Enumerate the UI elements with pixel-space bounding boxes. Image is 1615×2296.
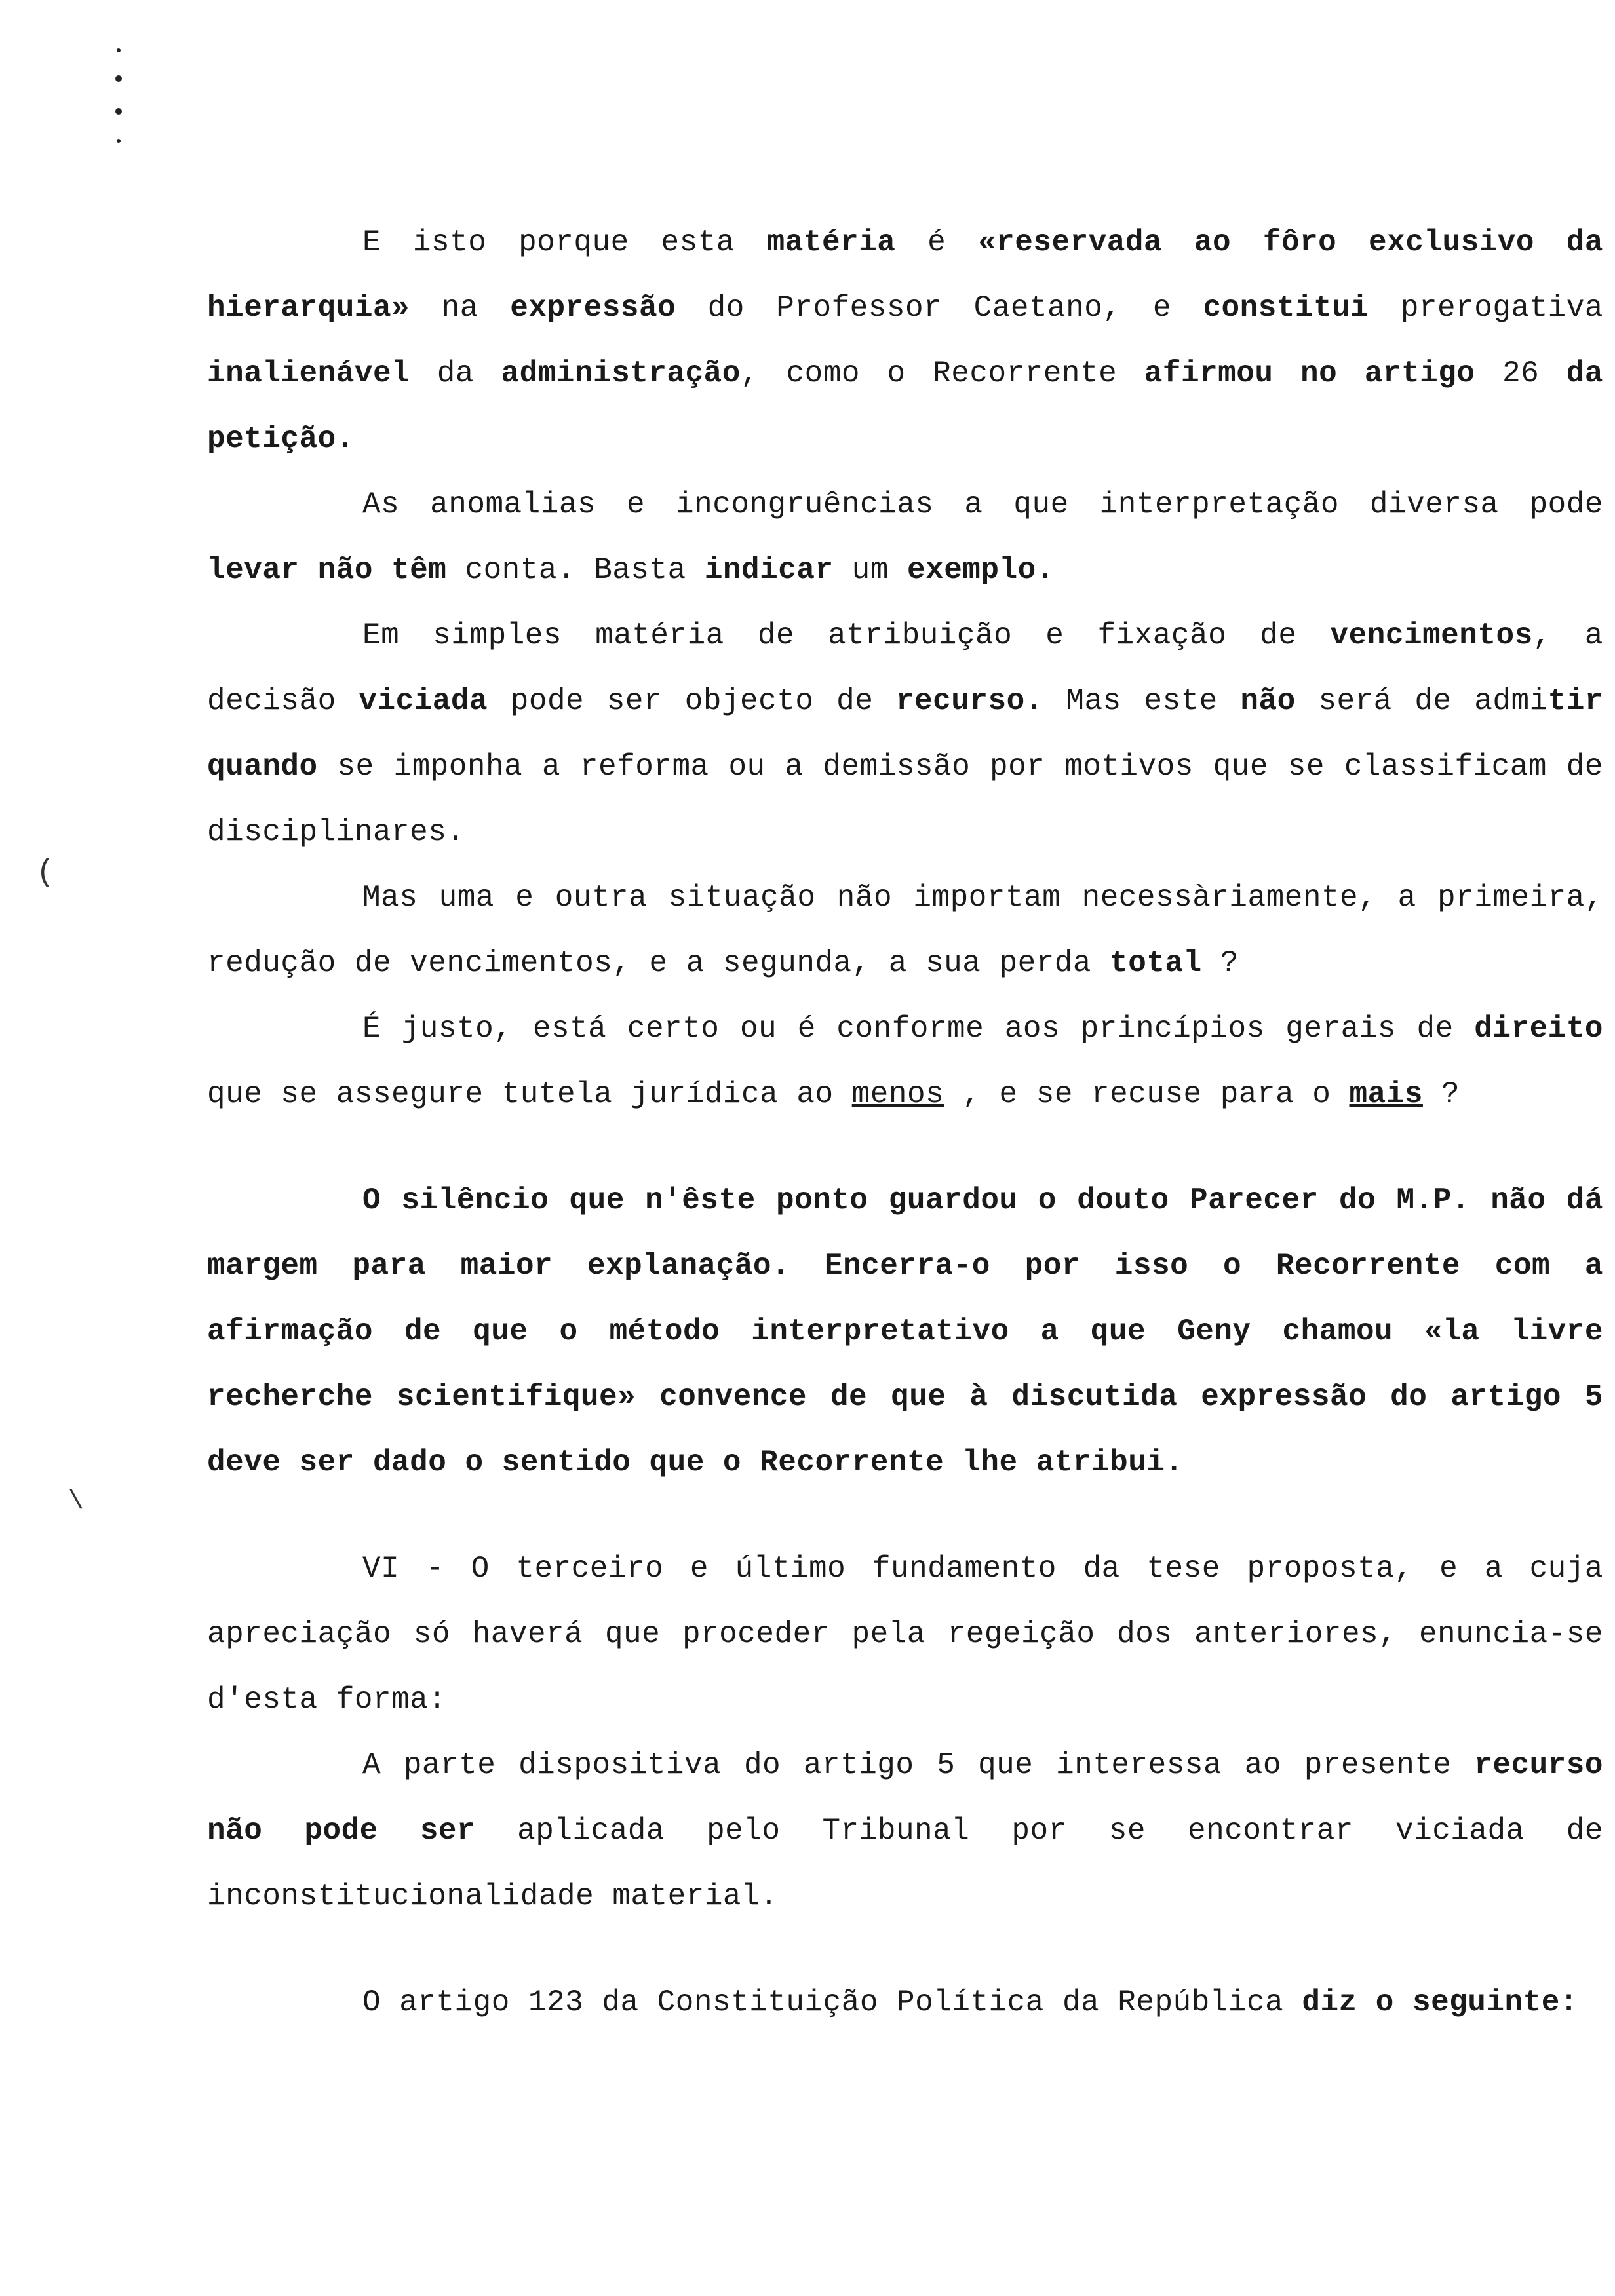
paragraph <box>207 996 1603 1127</box>
paragraph <box>207 1168 1603 1495</box>
text-segment: tir quando <box>207 684 1603 784</box>
text-segment: prerogativa <box>1369 291 1603 325</box>
text-segment: direito <box>1474 1012 1603 1046</box>
hole-mark <box>115 75 122 82</box>
text-segment: É justo, está certo ou é conforme aos princípios gerais de <box>362 1012 1475 1046</box>
text-segment: pode ser objecto de <box>488 684 896 718</box>
text-segment: total <box>1110 946 1202 980</box>
document-body <box>207 210 1603 2035</box>
hole-mark <box>115 108 122 115</box>
text-segment: aplicada pelo Tribunal por se encontrar viciada de inconstitucionalidade material. <box>207 1814 1603 1913</box>
text-segment: do Professor Caetano, e <box>676 291 1203 325</box>
paragraph <box>207 1732 1603 1929</box>
binder-hole-marks <box>111 46 125 157</box>
text-segment: menos <box>851 1077 944 1111</box>
text-segment: constitui <box>1203 291 1369 325</box>
text-segment: As anomalias e incongruências a que interpretação diversa pode <box>362 488 1603 522</box>
text-segment: , como o Recorrente <box>740 356 1144 391</box>
text-segment: será de admi <box>1295 684 1548 718</box>
text-segment: Em simples matéria de atribuição e fixação de <box>362 619 1331 653</box>
hole-mark <box>117 139 121 143</box>
text-segment: que se assegure tutela jurídica ao <box>207 1077 852 1111</box>
text-segment: é <box>895 225 979 259</box>
text-segment: ? <box>1201 946 1239 980</box>
text-segment: não <box>1240 684 1296 718</box>
text-segment: Mas este <box>1043 684 1241 718</box>
text-segment: da <box>410 356 501 391</box>
text-segment: O silêncio que n'êste ponto guardou o douto Parecer do M.P. não dá margem para maior explanação. Encerra-o por isso o Recorrente com a afirmação de que o método interpretativo a que Geny chamou «la livre recherche scientifique» convence de que à discutida expressão do artigo 5 deve ser dado o sentido que o Recorrente lhe atribui. <box>207 1183 1603 1480</box>
text-segment: A parte dispositiva do artigo 5 que interessa ao presente <box>362 1748 1475 1782</box>
paragraph <box>207 210 1603 472</box>
text-segment: conta. Basta <box>446 553 705 587</box>
text-segment: recurso. <box>895 684 1043 718</box>
text-segment: mais <box>1349 1077 1423 1111</box>
text-segment: viciada <box>359 684 488 718</box>
text-segment: levar não têm <box>207 553 447 587</box>
text-segment: se imponha a reforma ou a demissão por motivos que se classificam de disciplinares. <box>207 750 1603 849</box>
text-segment: indicar <box>704 553 834 587</box>
text-segment: , e se recuse para o <box>944 1077 1350 1111</box>
text-segment: ? <box>1422 1077 1460 1111</box>
text-segment: na <box>410 291 511 325</box>
text-segment: VI - O terceiro e último fundamento da tese proposta, e a cuja apreciação só haverá que proceder pela regeição dos anteriores, enuncia-se d'esta forma: <box>207 1552 1603 1717</box>
text-segment: da petição. <box>207 356 1603 456</box>
text-segment: vencimentos <box>1330 619 1533 653</box>
paragraph <box>207 1970 1603 2035</box>
text-segment: afirmou no artigo <box>1144 356 1475 391</box>
paragraph <box>207 472 1603 603</box>
paragraph <box>207 1536 1603 1732</box>
text-segment: «reservada ao fôro exclusivo da hierarquia» <box>207 225 1603 325</box>
text-segment: 26 <box>1475 356 1566 391</box>
text-segment: E isto porque esta <box>362 225 767 259</box>
text-segment: exemplo. <box>906 553 1055 587</box>
text-segment: recurso não pode ser <box>207 1748 1603 1848</box>
margin-mark: \ <box>68 1487 85 1517</box>
text-segment: Mas uma e outra situação não importam necessàriamente, a primeira, redução de vencimentos, e a segunda, a sua perda <box>207 881 1603 980</box>
hole-mark <box>117 48 121 52</box>
text-segment: O artigo 123 da Constituição Política da República <box>362 1985 1302 2019</box>
margin-mark: ( <box>36 855 55 890</box>
text-segment: expressão <box>510 291 676 325</box>
text-segment: , a decisão <box>207 619 1603 718</box>
text-segment: administração <box>501 356 741 391</box>
paragraph <box>207 865 1603 996</box>
paragraph <box>207 603 1603 865</box>
text-segment: diz o seguinte: <box>1302 1985 1578 2019</box>
text-segment: matéria <box>766 225 896 259</box>
text-segment: inalienável <box>207 356 410 391</box>
text-segment: um <box>833 553 907 587</box>
